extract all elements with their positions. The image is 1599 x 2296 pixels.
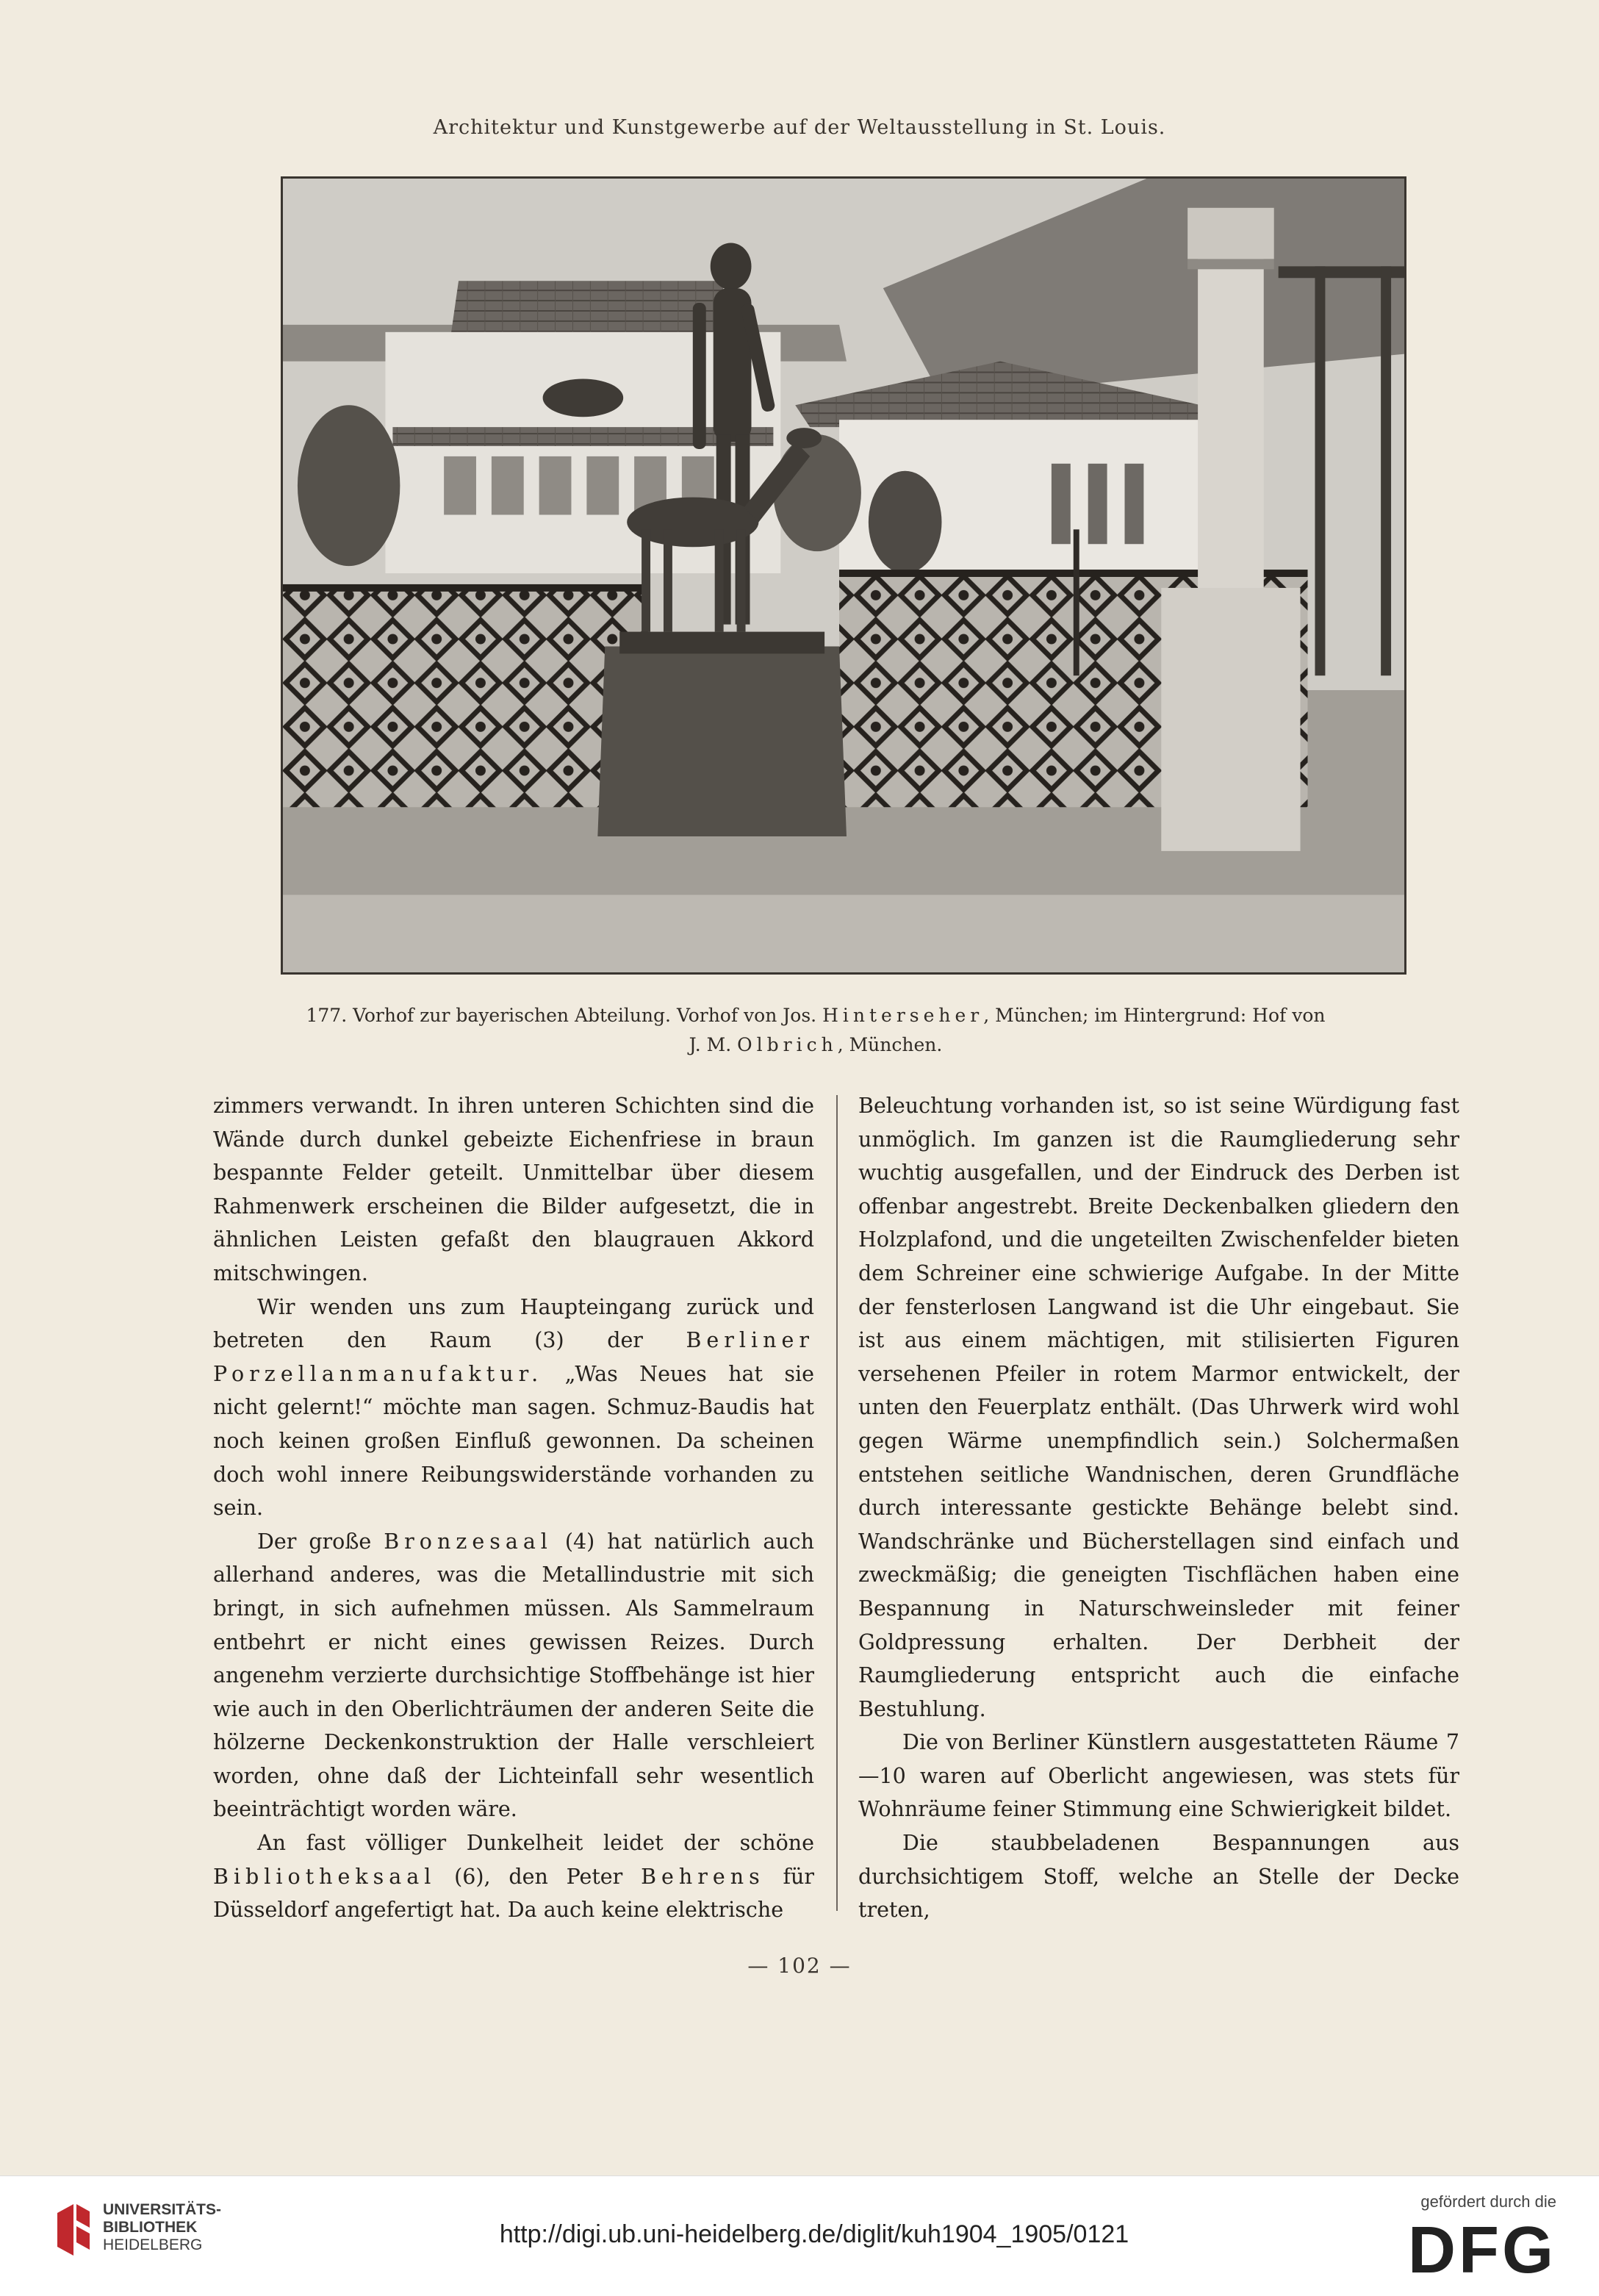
text-run: „Was Neues hat sie nicht gelernt!“ möchte man sagen. Schmuz-Baudis hat noch keinen großen Einfluß gewonnen. Da scheinen doch wohl innere Reibungswiderstände vorhanden zu sein. [213, 1361, 815, 1521]
permalink[interactable]: http://digi.ub.uni-heidelberg.de/diglit/kuh1904_1905/0121 [499, 2220, 1129, 2248]
page-number: — 102 — [747, 1954, 852, 1978]
emphasized-name: Berliner Porzellanmanufaktur. [213, 1328, 814, 1386]
text-run: für Düsseldorf angefertigt hat. Da auch keine elektrische [213, 1864, 815, 1923]
paragraph: Die von Berliner Künstlern ausgestatteten Räume 7—10 waren auf Oberlicht angewiesen, was stets für Wohnräume feiner Stimmung eine Schwierigkeit bildet. [858, 1730, 1459, 1822]
library-name-line: HEIDELBERG [103, 2236, 203, 2253]
text-run: Der große [257, 1529, 372, 1554]
paragraph [213, 1291, 814, 1525]
text-column-left [213, 1089, 814, 1927]
text-column-right [858, 1089, 1459, 1927]
caption-number: 177. [306, 1005, 348, 1026]
caption-text-1: Vorhof von Jos. [676, 1005, 817, 1026]
figure-photo [281, 176, 1406, 975]
text-run: An fast völliger Dunkelheit leidet der schöne [257, 1831, 814, 1856]
paragraph: Beleuchtung vorhanden ist, so ist seine Würdigung fast unmöglich. Im ganzen ist die Raumgliederung sehr wuchtig ausgefallen, und der Eindruck des Derben ist offenbar angestrebt. Breite Deckenbalken gliedern den Holzplafond, und die ungeteilten Zwischenfelder bieten dem Schreiner eine schwierige Aufgabe. In der Mitte der fensterlosen Langwand ist die Uhr eingebaut. Sie ist aus einem mächtigen, mit stilisierten Figuren versehenen Pfeiler in rotem Marmor entwickelt, der unten den Feuerplatz enthält. (Das Uhrwerk wird wohl gegen Wärme unempfindlich sein.) Solchermaßen entstehen seitliche Wandnischen, deren Grundfläche durch interessante gestickte Behänge belebt sind. Wandschränke und Bücherstellagen sind einfach und zweckmäßig; die geneigten Tischflächen haben eine Bespannung in Naturschweinsleder mit feiner Goldpressung erhalten. Der Derbheit der Raumgliederung entspricht auch die einfache Bestuhlung. [858, 1094, 1459, 1721]
emphasized-name: Bronzesaal [384, 1529, 553, 1554]
funding-label: gefördert durch die [1420, 2192, 1556, 2211]
column-divider [836, 1095, 838, 1911]
caption-architect-1: Hinterseher [822, 1005, 984, 1026]
courtyard-photo-illustration [283, 179, 1404, 972]
viewer-footer [0, 2175, 1599, 2296]
caption-text-3: J. M. [689, 1034, 732, 1055]
text-run: Wir wenden uns zum Haupteingang zurück und betreten den Raum (3) der [213, 1294, 814, 1353]
emphasized-name: Bibliotheksaal [213, 1864, 436, 1889]
dfg-logo: DFG [1408, 2214, 1556, 2287]
library-name-line: UNIVERSITÄTS- [103, 2201, 222, 2218]
caption-architect-2: Olbrich [737, 1034, 838, 1055]
paragraph [213, 1826, 814, 1927]
emphasized-name: Behrens [641, 1864, 765, 1889]
paragraph: Die staubbeladenen Bespannungen aus durchsichtigem Stoff, welche an Stelle der Decke treten, [858, 1831, 1459, 1923]
library-name-line: BIBLIOTHEK [103, 2219, 198, 2236]
paragraph [213, 1525, 814, 1826]
figure-caption [242, 1001, 1389, 1060]
caption-text-2: , München; im Hintergrund: Hof von [983, 1005, 1326, 1026]
caption-title: Vorhof zur bayerischen Abteilung. [353, 1005, 671, 1026]
paragraph: zimmers verwandt. In ihren unteren Schichten sind die Wände durch dunkel gebeizte Eichenfriese in braun bespannte Felder geteilt. Unmittelbar über diesem Rahmenwerk erscheinen die Bilder aufgesetzt, die in ähnlichen Leisten gefaßt den blaugrauen Akkord mitschwingen. [213, 1094, 814, 1285]
running-head: Architektur und Kunstgewerbe auf der Weltausstellung in St. Louis. [433, 116, 1166, 139]
text-run: (6), den Peter [454, 1864, 623, 1889]
text-run: (4) hat natürlich auch allerhand anderes, was die Metallindustrie mit sich bringt, in sich aufnehmen müssen. Als Sammelraum entbehrt er nicht eines gewissen Reizes. Durch angenehm verzierte durchsichtige Stoffbehänge ist hier wie auch in den Oberlichträumen der anderen Seite die hölzerne Deckenkonstruktion der Halle verschleiert worden, ohne daß der Lichteinfall sehr wesentlich beeinträchtigt worden wäre. [213, 1529, 814, 1822]
caption-text-4: , München. [837, 1034, 943, 1055]
